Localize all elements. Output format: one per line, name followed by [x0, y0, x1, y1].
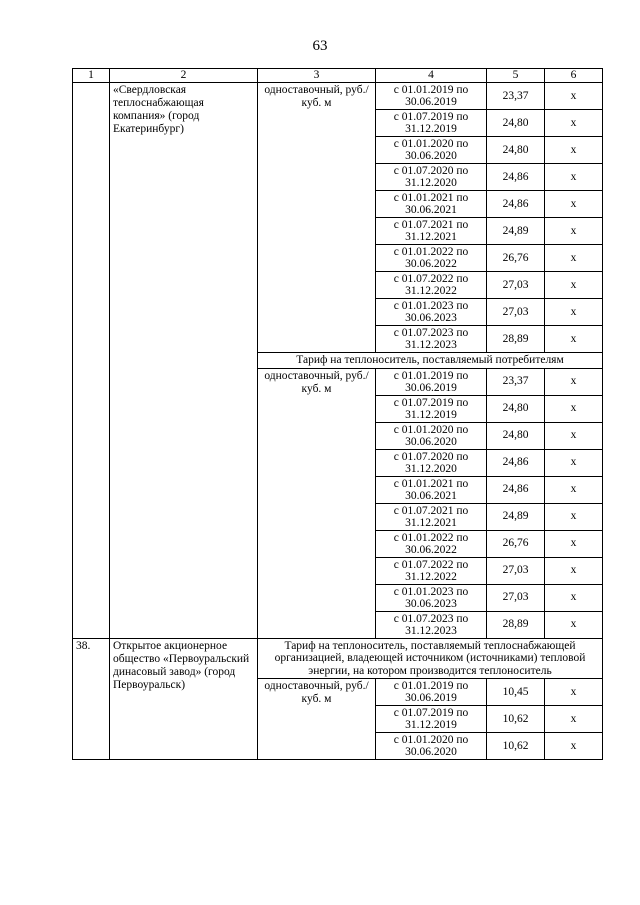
value-cell: 23,37	[487, 83, 545, 110]
period-cell: с 01.07.2021 по 31.12.2021	[376, 503, 487, 530]
value-cell: 28,89	[487, 611, 545, 638]
col6-cell: x	[545, 530, 603, 557]
col6-cell: x	[545, 395, 603, 422]
value-cell: 24,86	[487, 476, 545, 503]
tariff-unit: одноставочный, руб./куб. м	[258, 368, 376, 638]
col6-cell: x	[545, 164, 603, 191]
value-cell: 27,03	[487, 584, 545, 611]
col6-cell: x	[545, 299, 603, 326]
value-cell: 27,03	[487, 557, 545, 584]
col6-cell: x	[545, 191, 603, 218]
header-row	[73, 69, 603, 83]
col6-cell: x	[545, 83, 603, 110]
value-cell: 24,86	[487, 449, 545, 476]
value-cell: 28,89	[487, 326, 545, 353]
value-cell: 24,80	[487, 395, 545, 422]
organization-name: Открытое акционерное общество «Первоуральский динасовый завод» (город Первоуральск)	[110, 638, 258, 760]
table-row	[73, 638, 603, 679]
period-cell: с 01.01.2022 по 30.06.2022	[376, 245, 487, 272]
period-cell: с 01.01.2019 по 30.06.2019	[376, 83, 487, 110]
period-cell: с 01.07.2019 по 31.12.2019	[376, 110, 487, 137]
period-cell: с 01.01.2019 по 30.06.2019	[376, 679, 487, 706]
col6-cell: x	[545, 368, 603, 395]
value-cell: 24,80	[487, 422, 545, 449]
value-cell: 10,62	[487, 733, 545, 760]
value-cell: 24,89	[487, 218, 545, 245]
value-cell: 24,80	[487, 110, 545, 137]
value-cell: 27,03	[487, 272, 545, 299]
col6-cell: x	[545, 679, 603, 706]
tariff-unit: одноставочный, руб./куб. м	[258, 83, 376, 353]
period-cell: с 01.07.2022 по 31.12.2022	[376, 272, 487, 299]
period-cell: с 01.01.2020 по 30.06.2020	[376, 422, 487, 449]
col6-cell: x	[545, 272, 603, 299]
row-number-cell	[73, 83, 110, 639]
col6-cell: x	[545, 245, 603, 272]
value-cell: 24,89	[487, 503, 545, 530]
col6-cell: x	[545, 110, 603, 137]
value-cell: 23,37	[487, 368, 545, 395]
value-cell: 10,45	[487, 679, 545, 706]
period-cell: с 01.01.2021 по 30.06.2021	[376, 191, 487, 218]
header-cell-1: 1	[73, 69, 110, 83]
row-number-cell: 38.	[73, 638, 110, 760]
period-cell: с 01.01.2021 по 30.06.2021	[376, 476, 487, 503]
period-cell: с 01.07.2021 по 31.12.2021	[376, 218, 487, 245]
value-cell: 24,80	[487, 137, 545, 164]
value-cell: 24,86	[487, 191, 545, 218]
value-cell: 10,62	[487, 706, 545, 733]
period-cell: с 01.01.2020 по 30.06.2020	[376, 137, 487, 164]
header-cell-5: 5	[487, 69, 545, 83]
header-cell-3: 3	[258, 69, 376, 83]
period-cell: с 01.01.2019 по 30.06.2019	[376, 368, 487, 395]
col6-cell: x	[545, 733, 603, 760]
period-cell: с 01.01.2023 по 30.06.2023	[376, 299, 487, 326]
col6-cell: x	[545, 218, 603, 245]
col6-cell: x	[545, 422, 603, 449]
period-cell: с 01.07.2020 по 31.12.2020	[376, 449, 487, 476]
col6-cell: x	[545, 476, 603, 503]
period-cell: с 01.07.2019 по 31.12.2019	[376, 706, 487, 733]
col6-cell: x	[545, 503, 603, 530]
tariff-subheader: Тариф на теплоноситель, поставляемый теплоснабжающей организацией, владеющей источником (источниками) тепловой энергии, на котором производится теплоноситель	[258, 638, 603, 679]
col6-cell: x	[545, 137, 603, 164]
tariff-subheader: Тариф на теплоноситель, поставляемый потребителям	[258, 353, 603, 369]
table-row	[73, 83, 603, 110]
tariff-table	[72, 68, 603, 760]
period-cell: с 01.01.2020 по 30.06.2020	[376, 733, 487, 760]
col6-cell: x	[545, 557, 603, 584]
col6-cell: x	[545, 326, 603, 353]
period-cell: с 01.07.2019 по 31.12.2019	[376, 395, 487, 422]
header-cell-4: 4	[376, 69, 487, 83]
period-cell: с 01.07.2022 по 31.12.2022	[376, 557, 487, 584]
period-cell: с 01.07.2023 по 31.12.2023	[376, 326, 487, 353]
period-cell: с 01.07.2020 по 31.12.2020	[376, 164, 487, 191]
period-cell: с 01.01.2022 по 30.06.2022	[376, 530, 487, 557]
header-cell-6: 6	[545, 69, 603, 83]
col6-cell: x	[545, 584, 603, 611]
page-number: 63	[312, 38, 328, 54]
organization-name: «Свердловская теплоснабжающая компания» (город Екатеринбург)	[110, 83, 258, 639]
period-cell: с 01.07.2023 по 31.12.2023	[376, 611, 487, 638]
tariff-unit: одноставочный, руб./куб. м	[258, 679, 376, 760]
value-cell: 26,76	[487, 245, 545, 272]
col6-cell: x	[545, 611, 603, 638]
value-cell: 27,03	[487, 299, 545, 326]
value-cell: 24,86	[487, 164, 545, 191]
col6-cell: x	[545, 449, 603, 476]
header-cell-2: 2	[110, 69, 258, 83]
value-cell: 26,76	[487, 530, 545, 557]
col6-cell: x	[545, 706, 603, 733]
period-cell: с 01.01.2023 по 30.06.2023	[376, 584, 487, 611]
